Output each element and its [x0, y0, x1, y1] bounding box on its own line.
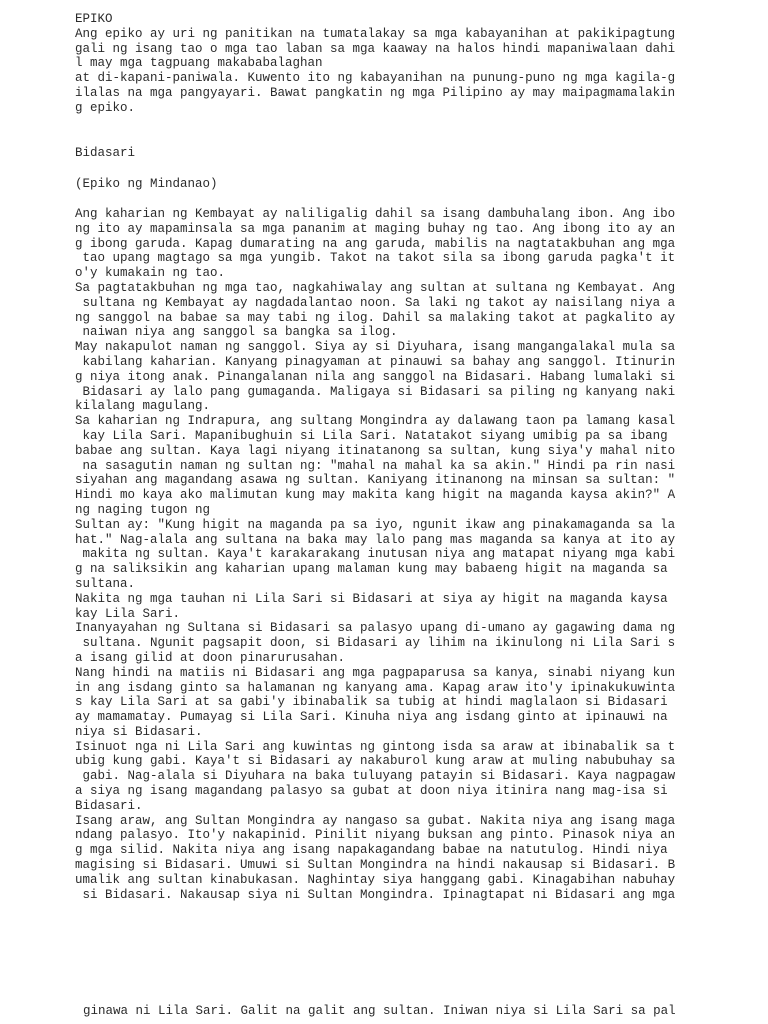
story-body: [75, 207, 765, 902]
story-line: a isang gilid at doon pinarurusahan.: [75, 650, 346, 665]
story-line: Bidasari ay lalo pang gumaganda. Maligaya si Bidasari sa piling ng kanyang naki: [75, 384, 676, 399]
story-line: Nang hindi na matiis ni Bidasari ang mga pagpaparusa sa kanya, sinabi niyang kun: [75, 665, 676, 680]
story-line: in ang isdang ginto sa halamanan ng kanyang ama. Kapag araw ito'y ipinakukuwinta: [75, 680, 676, 695]
intro-line: l may mga tagpuang makababalaghan: [75, 56, 323, 71]
intro-line: gali ng isang tao o mga tao laban sa mga kaaway na halos hindi mapaniwalaan dahi: [75, 41, 676, 56]
story-line: Sultan ay: "Kung higit na maganda pa sa iyo, ngunit ikaw ang pinakamaganda sa la: [75, 517, 676, 532]
story-line: kabilang kaharian. Kanyang pinagyaman at pinauwi sa bahay ang sanggol. Itinurin: [75, 354, 676, 369]
story-line: a siya ng isang magandang palasyo sa gubat at doon niya itinira nang mag-isa si: [75, 784, 668, 799]
story-line: sultana. Ngunit pagsapit doon, si Bidasari ay lihim na ikinulong ni Lila Sari s: [75, 636, 676, 651]
story-line: May nakapulot naman ng sanggol. Siya ay si Diyuhara, isang mangangalakal mula sa: [75, 340, 676, 355]
story-line: ubig kung gabi. Kaya't si Bidasari ay nakaburol kung araw at muling nabubuhay sa: [75, 754, 676, 769]
story-line: tao upang magtago sa mga yungib. Takot na takot sila sa ibong garuda pagka't it: [75, 251, 676, 266]
story-line: s kay Lila Sari at sa gabi'y ibinabalik sa tubig at hindi maglalaon si Bidasari: [75, 695, 668, 710]
story-line: Sa pagtatakbuhan ng mga tao, nagkahiwalay ang sultan at sultana ng Kembayat. Ang: [75, 280, 676, 295]
story-line: umalik ang sultan kinabukasan. Naghintay siya hanggang gabi. Kinagabihan nabuhay: [75, 872, 676, 887]
story-line: kay Lila Sari. Mapanibughuin si Lila Sari. Natatakot siyang umibig pa sa ibang: [75, 428, 668, 443]
story-line: makita ng sultan. Kaya't karakarakang inutusan niya ang matapat niyang mga kabi: [75, 547, 676, 562]
story-line: si Bidasari. Nakausap siya ni Sultan Mongindra. Ipinagtapat ni Bidasari ang mga: [75, 887, 676, 902]
story-line: na sasagutin naman ng sultan ng: "mahal na mahal ka sa akin." Hindi pa rin nasi: [75, 458, 676, 473]
story-subtitle: (Epiko ng Mindanao): [75, 177, 218, 191]
story-line: gabi. Nag-alala si Diyuhara na baka tuluyang patayin si Bidasari. Kaya nagpagaw: [75, 769, 676, 784]
story-line: Ang kaharian ng Kembayat ay naliligalig dahil sa isang dambuhalang ibon. Ang ibo: [75, 207, 676, 221]
story-line: ay mamamatay. Pumayag si Lila Sari. Kinuha niya ang isdang ginto at ipinauwi na: [75, 710, 668, 725]
intro-line: g epiko.: [75, 100, 136, 115]
intro-line: ilalas na mga pangyayari. Bawat pangkatin ng mga Pilipino ay may maipagmamalakin: [75, 85, 676, 100]
story-line: magising si Bidasari. Umuwi si Sultan Mongindra na hindi nakausap si Bidasari. B: [75, 858, 676, 873]
story-line: naiwan niya ang sanggol sa bangka sa ilog.: [75, 325, 398, 340]
story-line: Inanyayahan ng Sultana si Bidasari sa palasyo upang di-umano ay gagawing dama ng: [75, 621, 676, 636]
story-line: niya si Bidasari.: [75, 724, 203, 739]
story-line: siyahan ang magandang asawa ng sultan. Kaniyang itinanong na minsan sa sultan: ": [75, 473, 676, 488]
story-title: Bidasari: [75, 146, 136, 160]
story-line: hat." Nag-alala ang sultana na baka may lalo pang mas maganda sa kanya at ito ay: [75, 532, 676, 547]
story-line: g mga silid. Nakita niya ang isang napakagandang babae na natutulog. Hindi niya: [75, 843, 668, 858]
intro-line: EPIKO: [75, 12, 113, 26]
story-line: Nakita ng mga tauhan ni Lila Sari si Bidasari at siya ay higit na maganda kaysa: [75, 591, 668, 606]
story-line: Sa kaharian ng Indrapura, ang sultang Mongindra ay dalawang taon pa lamang kasal: [75, 414, 676, 429]
story-line: Bidasari.: [75, 798, 143, 813]
story-line: kay Lila Sari.: [75, 606, 181, 621]
story-line: ndang palasyo. Ito'y nakapinid. Pinilit niyang buksan ang pinto. Pinasok niya an: [75, 828, 676, 843]
story-line: ng naging tugon ng: [75, 502, 211, 517]
story-line: g na saliksikin ang kaharian upang malaman kung may babaeng higit na maganda sa: [75, 562, 668, 577]
story-line: babae ang sultan. Kaya lagi niyang itinatanong sa sultan, kung siya'y mahal nito: [75, 443, 676, 458]
intro-line: Ang epiko ay uri ng panitikan na tumatalakay sa mga kabayanihan at pakikipagtung: [75, 26, 676, 41]
story-line: sultana ng Kembayat ay nagdadalantao noon. Sa laki ng takot ay naisilang niya a: [75, 295, 676, 310]
story-line: Isang araw, ang Sultan Mongindra ay nangaso sa gubat. Nakita niya ang isang maga: [75, 813, 676, 828]
story-line: Isinuot nga ni Lila Sari ang kuwintas ng gintong isda sa araw at ibinabalik sa t: [75, 739, 676, 754]
story-line: o'y kumakain ng tao.: [75, 266, 226, 281]
story-line: ng ito ay mapaminsala sa mga pananim at maging buhay ng tao. Ang ibong ito ay an: [75, 221, 676, 236]
story-line: kilalang magulang.: [75, 399, 211, 414]
story-line: g niya itong anak. Pinangalanan nila ang sanggol na Bidasari. Habang lumalaki si: [75, 369, 676, 384]
intro-line: at di-kapani-paniwala. Kuwento ito ng kabayanihan na punung-puno ng mga kagila-g: [75, 71, 676, 86]
story-line: sultana.: [75, 576, 136, 591]
story-line: g ibong garuda. Kapag dumarating na ang garuda, mabilis na nagtatakbuhan ang mga: [75, 236, 676, 251]
story-line: Hindi mo kaya ako malimutan kung may makita kang higit na maganda kaysa akin?" A: [75, 488, 676, 503]
page-continuation-line: ginawa ni Lila Sari. Galit na galit ang sultan. Iniwan niya si Lila Sari sa pal: [83, 1004, 676, 1018]
story-line: ng sanggol na babae sa may tabi ng ilog. Dahil sa malaking takot at pagkalito ay: [75, 310, 676, 325]
intro-section: [75, 12, 765, 116]
